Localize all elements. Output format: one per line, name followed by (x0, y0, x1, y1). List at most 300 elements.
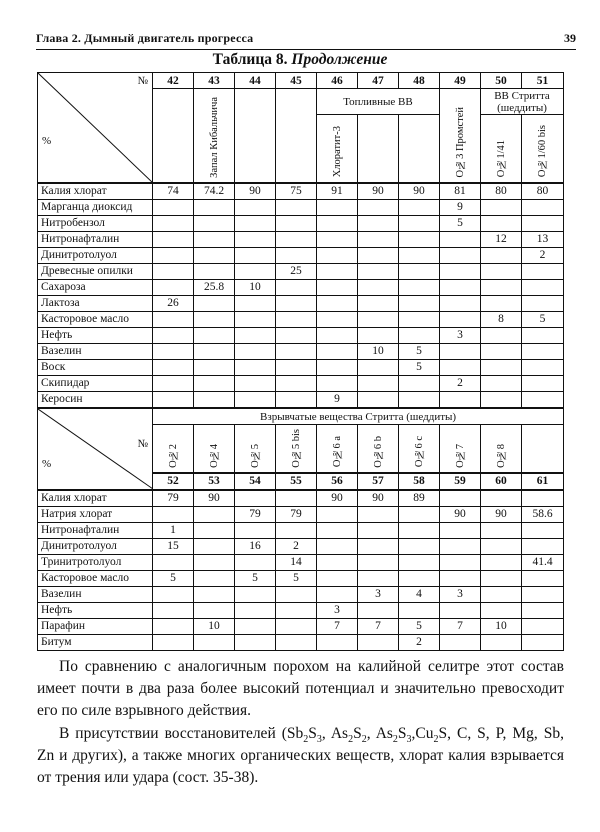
cell-value (276, 618, 317, 634)
row-substance-name: Вазелин (38, 343, 153, 359)
table-row (38, 570, 564, 586)
cell-value (358, 215, 399, 231)
cell-value (235, 586, 276, 602)
col-label: О№5 (235, 425, 276, 473)
cell-value (235, 327, 276, 343)
cell-value: 80 (522, 183, 564, 200)
col-label: Запал Кибальчича (194, 89, 235, 183)
cell-value (358, 554, 399, 570)
cell-value (440, 295, 481, 311)
cell-value (276, 375, 317, 391)
cell-value: 1 (153, 522, 194, 538)
table-row (38, 522, 564, 538)
cell-value (481, 602, 522, 618)
cell-value (317, 263, 358, 279)
cell-value (358, 327, 399, 343)
corner-diagonal (38, 409, 153, 489)
cell-value (153, 586, 194, 602)
cell-value (522, 586, 564, 602)
page-number: 39 (564, 31, 576, 45)
cell-value (317, 570, 358, 586)
cell-value (317, 522, 358, 538)
cell-value (440, 279, 481, 295)
table-row (38, 490, 564, 507)
cell-value: 74 (153, 183, 194, 200)
col-label: О№3 Промстей (440, 89, 481, 183)
cell-value: 90 (358, 490, 399, 507)
cell-value (481, 490, 522, 507)
cell-value (358, 231, 399, 247)
cell-value (522, 391, 564, 407)
cell-value (481, 634, 522, 650)
cell-value (153, 199, 194, 215)
table-row (38, 311, 564, 327)
cell-value (317, 311, 358, 327)
cell-value (440, 538, 481, 554)
cell-value (399, 554, 440, 570)
table-row (38, 183, 564, 200)
cell-value (194, 506, 235, 522)
cell-value (358, 375, 399, 391)
col-label-empty (235, 89, 276, 183)
cell-value: 5 (235, 570, 276, 586)
cell-value (522, 602, 564, 618)
cell-value (481, 570, 522, 586)
cell-value (522, 295, 564, 311)
cell-value: 90 (235, 183, 276, 200)
cell-value (235, 522, 276, 538)
cell-value (235, 295, 276, 311)
cell-value: 5 (399, 359, 440, 375)
col-label: О№7 (440, 425, 481, 473)
cell-value (522, 570, 564, 586)
row-substance-name: Нефть (38, 327, 153, 343)
row-substance-name: Динитротолуол (38, 538, 153, 554)
cell-value (358, 359, 399, 375)
col-label: О№4 (194, 425, 235, 473)
cell-value (235, 231, 276, 247)
cell-value (440, 522, 481, 538)
cell-value: 3 (440, 586, 481, 602)
cell-value (235, 391, 276, 407)
cell-value (194, 295, 235, 311)
cell-value: 81 (440, 183, 481, 200)
cell-value (235, 359, 276, 375)
row-substance-name: Натрия хлорат (38, 506, 153, 522)
cell-value (481, 391, 522, 407)
cell-value (153, 554, 194, 570)
cell-value (194, 634, 235, 650)
cell-value (440, 359, 481, 375)
table-row (38, 602, 564, 618)
cell-value: 10 (194, 618, 235, 634)
col-number: 44 (235, 73, 276, 89)
cell-value (317, 295, 358, 311)
cell-value (235, 490, 276, 507)
table2-corner (38, 409, 153, 490)
cell-value (399, 506, 440, 522)
cell-value (440, 554, 481, 570)
cell-value (481, 295, 522, 311)
col-number: 47 (358, 73, 399, 89)
col-label (522, 425, 564, 473)
table-row (38, 634, 564, 650)
cell-value (399, 279, 440, 295)
col-number: 52 (153, 473, 194, 490)
cell-value: 90 (358, 183, 399, 200)
table1-corner (38, 73, 153, 183)
cell-value (276, 295, 317, 311)
cell-value: 2 (440, 375, 481, 391)
cell-value (317, 199, 358, 215)
cell-value (440, 263, 481, 279)
cell-value: 89 (399, 490, 440, 507)
row-substance-name: Парафин (38, 618, 153, 634)
cell-value (522, 522, 564, 538)
composition-table-1 (37, 72, 564, 408)
cell-value (194, 199, 235, 215)
cell-value (399, 538, 440, 554)
cell-value (399, 231, 440, 247)
col-number: 46 (317, 73, 358, 89)
cell-value: 2 (276, 538, 317, 554)
cell-value (317, 279, 358, 295)
cell-value (153, 506, 194, 522)
cell-value (399, 199, 440, 215)
col-label-empty (399, 115, 440, 183)
cell-value (522, 490, 564, 507)
cell-value (481, 359, 522, 375)
row-substance-name: Битум (38, 634, 153, 650)
col-label: Хлоратит-3 (317, 115, 358, 183)
cell-value (276, 199, 317, 215)
col-label-empty (358, 115, 399, 183)
col-number: 45 (276, 73, 317, 89)
cell-value (440, 231, 481, 247)
cell-value (481, 327, 522, 343)
cell-value (153, 602, 194, 618)
table-row (38, 554, 564, 570)
table-row (38, 215, 564, 231)
cell-value (317, 554, 358, 570)
col-label: О№1/60 bis (522, 115, 564, 183)
corner-percent-label: % (42, 134, 52, 147)
cell-value (235, 247, 276, 263)
cell-value (317, 586, 358, 602)
cell-value (194, 570, 235, 586)
cell-value (358, 570, 399, 586)
cell-value (276, 247, 317, 263)
cell-value: 2 (522, 247, 564, 263)
caption-title: Продолжение (291, 51, 388, 68)
cell-value (358, 391, 399, 407)
row-substance-name: Марганца диоксид (38, 199, 153, 215)
cell-value: 7 (317, 618, 358, 634)
corner-no-label: № (137, 75, 148, 87)
cell-value (235, 618, 276, 634)
cell-value (276, 490, 317, 507)
cell-value: 5 (399, 618, 440, 634)
cell-value (235, 375, 276, 391)
col-label: О№2 (153, 425, 194, 473)
cell-value (481, 215, 522, 231)
row-substance-name: Вазелин (38, 586, 153, 602)
cell-value (194, 522, 235, 538)
table-row (38, 247, 564, 263)
table-row (38, 538, 564, 554)
cell-value (440, 570, 481, 586)
cell-value: 41.4 (522, 554, 564, 570)
cell-value: 13 (522, 231, 564, 247)
table-row (38, 618, 564, 634)
col-number: 55 (276, 473, 317, 490)
cell-value: 9 (440, 199, 481, 215)
cell-value (194, 311, 235, 327)
cell-value (317, 327, 358, 343)
cell-value (399, 295, 440, 311)
col-number: 51 (522, 73, 564, 89)
cell-value (276, 311, 317, 327)
cell-value (399, 570, 440, 586)
cell-value (358, 247, 399, 263)
table-row (38, 391, 564, 407)
cell-value (481, 199, 522, 215)
cell-value (399, 263, 440, 279)
cell-value (276, 231, 317, 247)
cell-value: 90 (440, 506, 481, 522)
composition-table-2 (37, 408, 564, 651)
cell-value (399, 247, 440, 263)
cell-value (153, 311, 194, 327)
table-row (38, 199, 564, 215)
cell-value (194, 247, 235, 263)
cell-value (522, 199, 564, 215)
cell-value (153, 618, 194, 634)
cell-value: 90 (317, 490, 358, 507)
cell-value: 26 (153, 295, 194, 311)
cell-value (153, 391, 194, 407)
cell-value (358, 279, 399, 295)
col-label: О№8 (481, 425, 522, 473)
cell-value (153, 247, 194, 263)
col-number: 59 (440, 473, 481, 490)
cell-value (481, 263, 522, 279)
paragraph-2: В присутствии восстановителей ($Sb_2S_3$, $As_2S_2$, $As_2S_3,Cu_2S$, C, S, P, Mg, Sb, Zn и других), а также многих органических веществ, хлорат калия взрывается от трения или удара (сост. 35-38). (37, 725, 564, 786)
cell-value (194, 554, 235, 570)
cell-value (317, 359, 358, 375)
col-number: 50 (481, 73, 522, 89)
cell-value (399, 375, 440, 391)
cell-value (481, 538, 522, 554)
table-caption (0, 51, 600, 69)
table-row (38, 263, 564, 279)
cell-value: 12 (481, 231, 522, 247)
table-row (38, 375, 564, 391)
cell-value (317, 506, 358, 522)
row-substance-name: Лактоза (38, 295, 153, 311)
row-substance-name: Динитротолуол (38, 247, 153, 263)
cell-value (153, 375, 194, 391)
table-row (38, 359, 564, 375)
row-substance-name: Скипидар (38, 375, 153, 391)
cell-value: 79 (235, 506, 276, 522)
cell-value (194, 215, 235, 231)
cell-value (153, 215, 194, 231)
cell-value (358, 311, 399, 327)
cell-value (235, 215, 276, 231)
col-label: О№6 a (317, 425, 358, 473)
cell-value (276, 391, 317, 407)
cell-value (358, 295, 399, 311)
cell-value: 5 (522, 311, 564, 327)
cell-value (153, 279, 194, 295)
cell-value (276, 602, 317, 618)
cell-value (440, 343, 481, 359)
cell-value: 2 (399, 634, 440, 650)
cell-value: 5 (440, 215, 481, 231)
cell-value (358, 538, 399, 554)
cell-value: 10 (235, 279, 276, 295)
cell-value (399, 522, 440, 538)
group-fuel: Топливные ВВ (317, 89, 440, 115)
cell-value (317, 231, 358, 247)
cell-value (235, 554, 276, 570)
col-number: 49 (440, 73, 481, 89)
row-substance-name: Касторовое масло (38, 311, 153, 327)
cell-value: 25 (276, 263, 317, 279)
caption-prefix: Таблица 8. (212, 51, 292, 68)
cell-value (276, 634, 317, 650)
cell-value (194, 538, 235, 554)
cell-value (522, 375, 564, 391)
cell-value: 14 (276, 554, 317, 570)
cell-value (399, 215, 440, 231)
cell-value: 58.6 (522, 506, 564, 522)
cell-value (235, 199, 276, 215)
cell-value (153, 327, 194, 343)
cell-value: 8 (481, 311, 522, 327)
col-number: 58 (399, 473, 440, 490)
cell-value: 90 (194, 490, 235, 507)
cell-value (522, 327, 564, 343)
col-number: 61 (522, 473, 564, 490)
cell-value (276, 586, 317, 602)
cell-value (358, 263, 399, 279)
cell-value (317, 634, 358, 650)
col-number: 57 (358, 473, 399, 490)
table2-body (38, 490, 564, 651)
cell-value: 10 (358, 343, 399, 359)
cell-value (440, 247, 481, 263)
cell-value: 25.8 (194, 279, 235, 295)
cell-value: 4 (399, 586, 440, 602)
col-label-empty (153, 89, 194, 183)
cell-value (194, 391, 235, 407)
cell-value (481, 279, 522, 295)
cell-value: 5 (276, 570, 317, 586)
col-label: О№5 bis (276, 425, 317, 473)
cell-value: 91 (317, 183, 358, 200)
cell-value (522, 359, 564, 375)
cell-value (153, 359, 194, 375)
cell-value (235, 634, 276, 650)
col-number: 48 (399, 73, 440, 89)
table-row (38, 343, 564, 359)
col-number: 43 (194, 73, 235, 89)
cell-value (317, 375, 358, 391)
cell-value (235, 263, 276, 279)
cell-value: 7 (440, 618, 481, 634)
cell-value (235, 311, 276, 327)
cell-value (317, 538, 358, 554)
row-substance-name: Воск (38, 359, 153, 375)
cell-value: 79 (153, 490, 194, 507)
cell-value (358, 199, 399, 215)
chapter-title: Глава 2. Дымный двигатель прогресса (36, 31, 254, 45)
cell-value (522, 538, 564, 554)
cell-value (522, 618, 564, 634)
corner-diagonal (38, 73, 153, 183)
cell-value (194, 586, 235, 602)
cell-value (399, 311, 440, 327)
cell-value (153, 263, 194, 279)
col-number: 53 (194, 473, 235, 490)
cell-value (358, 522, 399, 538)
cell-value: 75 (276, 183, 317, 200)
col-number: 54 (235, 473, 276, 490)
col-number: 56 (317, 473, 358, 490)
group-streetite: ВВ Стритта (шеддиты) (481, 89, 564, 115)
cell-value (153, 634, 194, 650)
cell-value (194, 231, 235, 247)
cell-value (358, 506, 399, 522)
corner-percent-label: % (42, 457, 52, 470)
cell-value: 3 (317, 602, 358, 618)
row-substance-name: Нитронафталин (38, 231, 153, 247)
cell-value (522, 343, 564, 359)
cell-value: 10 (481, 618, 522, 634)
cell-value (399, 327, 440, 343)
cell-value (317, 215, 358, 231)
cell-value (276, 359, 317, 375)
table-row (38, 231, 564, 247)
cell-value (481, 586, 522, 602)
cell-value (317, 247, 358, 263)
running-header (36, 31, 576, 50)
cell-value (399, 391, 440, 407)
table-row (38, 295, 564, 311)
row-substance-name: Древесные опилки (38, 263, 153, 279)
cell-value (440, 490, 481, 507)
cell-value (317, 343, 358, 359)
cell-value: 15 (153, 538, 194, 554)
group-streetite-explosives: Взрывчатые вещества Стритта (шеддиты) (153, 409, 564, 425)
col-number: 60 (481, 473, 522, 490)
cell-value: 3 (358, 586, 399, 602)
cell-value (522, 215, 564, 231)
table-row (38, 506, 564, 522)
cell-value (276, 522, 317, 538)
corner-no-label: № (137, 438, 148, 450)
table-row (38, 586, 564, 602)
cell-value (276, 215, 317, 231)
cell-value (276, 343, 317, 359)
cell-value: 9 (317, 391, 358, 407)
row-substance-name: Тринитротолуол (38, 554, 153, 570)
col-label: О№6 c (399, 425, 440, 473)
cell-value (194, 327, 235, 343)
row-substance-name: Калия хлорат (38, 490, 153, 507)
